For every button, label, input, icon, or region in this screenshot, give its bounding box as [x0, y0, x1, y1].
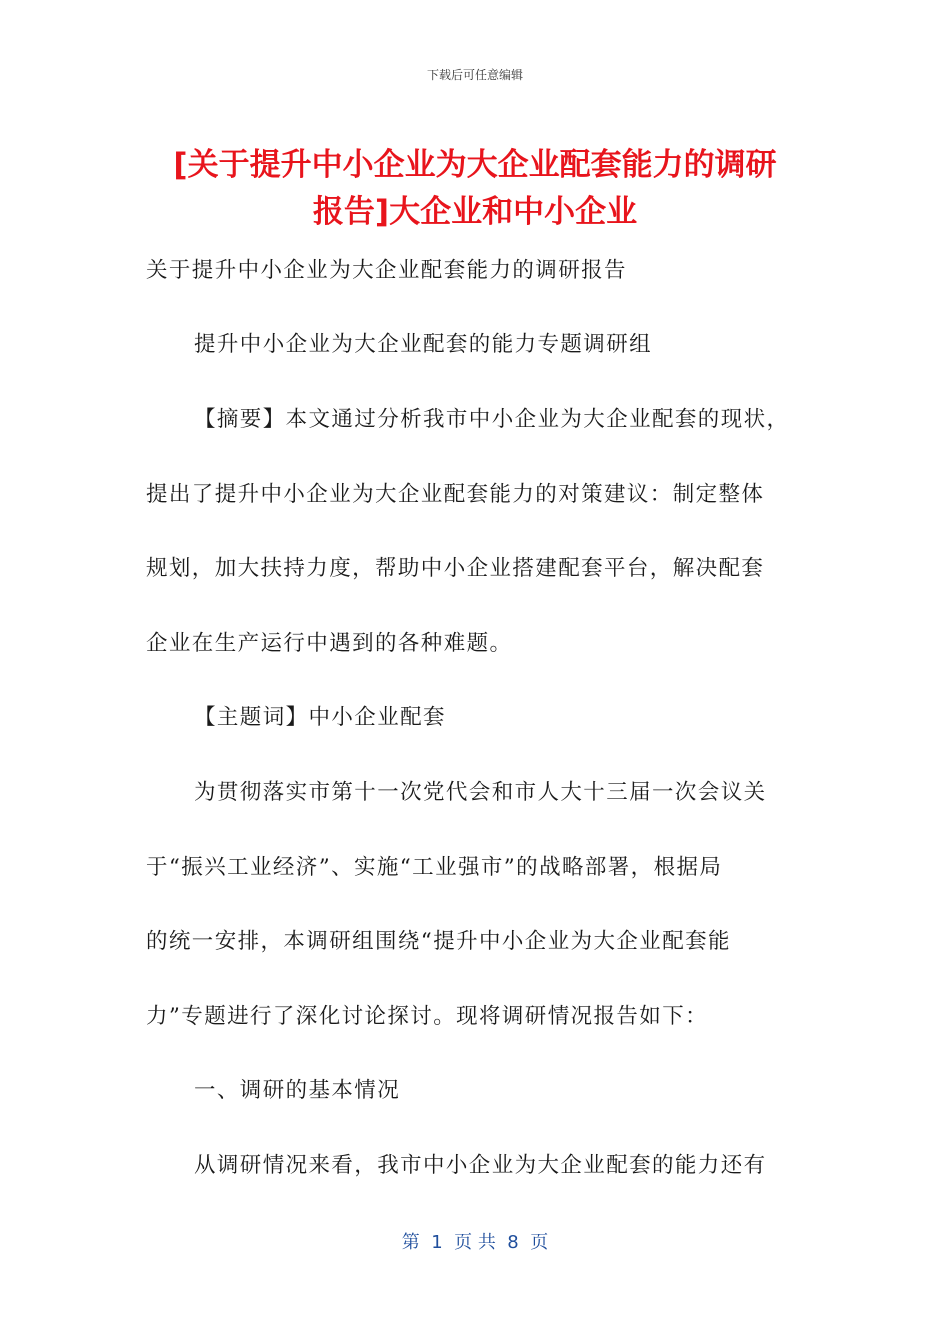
- header-note: 下载后可任意编辑: [426, 68, 523, 82]
- keywords-line: 【主题词】中小企业配套: [194, 705, 446, 730]
- title-line-2: 报告]大企业和中小企业: [312, 194, 638, 230]
- abstract-line: 【摘要】本文通过分析我市中小企业为大企业配套的现状，: [194, 407, 790, 432]
- title-line-1: [关于提升中小企业为大企业配套能力的调研: [173, 147, 777, 183]
- page-number: 第 1 页 共 8 页: [401, 1232, 549, 1253]
- subtitle-line: 关于提升中小企业为大企业配套能力的调研报告: [146, 258, 627, 283]
- document-title: [140, 142, 810, 236]
- abstract-line: 提出了提升中小企业为大企业配套能力的对策建议：制定整体: [146, 482, 765, 507]
- body-line: 力”专题进行了深化讨论探讨。现将调研情况报告如下：: [146, 1004, 708, 1029]
- author-line: 提升中小企业为大企业配套的能力专题调研组: [194, 332, 653, 357]
- abstract-line: 企业在生产运行中遇到的各种难题。: [146, 631, 513, 656]
- body-line: 为贯彻落实市第十一次党代会和市人大十三届一次会议关: [194, 780, 767, 805]
- section-heading: 一、调研的基本情况: [194, 1078, 401, 1103]
- abstract-line: 规划，加大扶持力度，帮助中小企业搭建配套平台，解决配套: [146, 556, 765, 581]
- body-line: 于“振兴工业经济”、实施“工业强市”的战略部署，根据局: [146, 855, 723, 880]
- body-line: 的统一安排，本调研组围绕“提升中小企业为大企业配套能: [146, 929, 731, 954]
- body-line: 从调研情况来看，我市中小企业为大企业配套的能力还有: [194, 1153, 767, 1178]
